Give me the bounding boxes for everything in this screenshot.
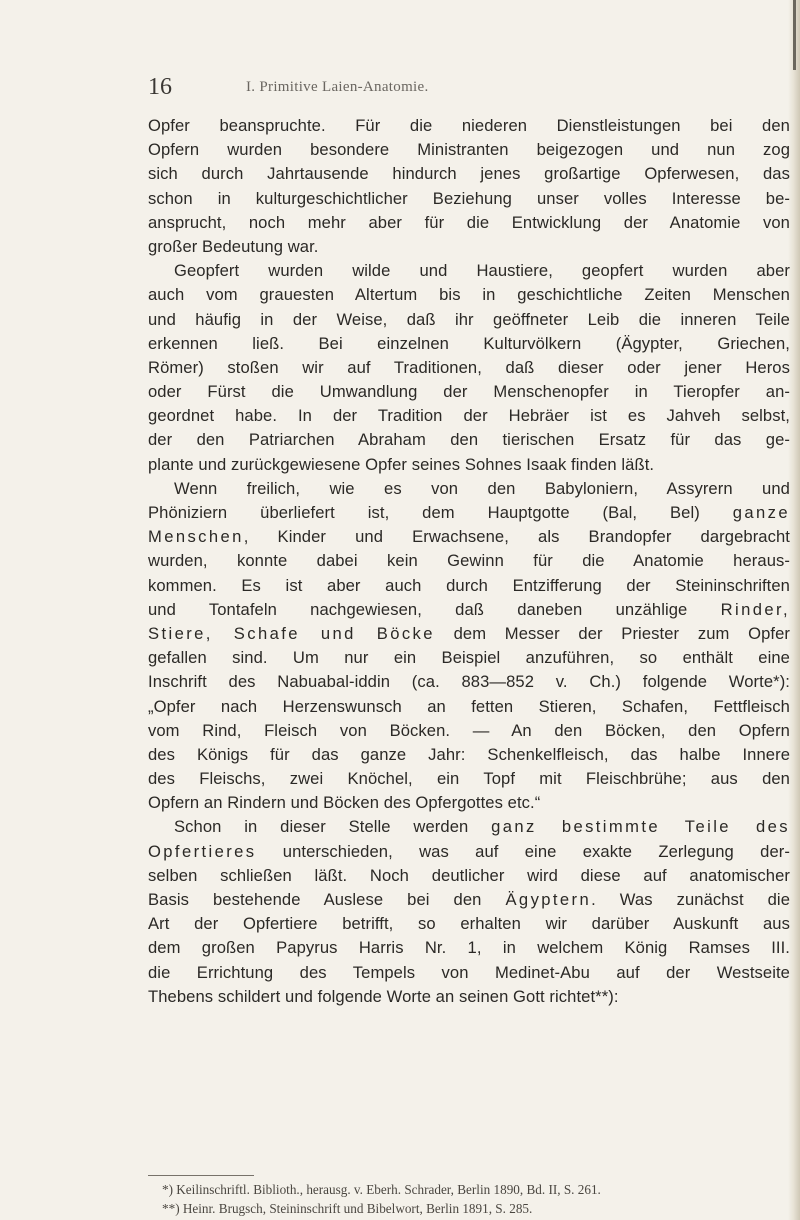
footnote-rule xyxy=(148,1175,254,1176)
text-line: und häufig in der Weise, daß ihr geöffneter Leib die inneren Teile xyxy=(148,309,790,329)
text-line: der den Patriarchen Abraham den tierischen Ersatz für das ge- xyxy=(148,430,790,450)
text-segment: Schon in dieser Stelle werden xyxy=(174,817,469,837)
text-line xyxy=(148,501,790,525)
text-line: des Fleischs, zwei Knöchel, ein Topf mit Fleischbrühe; aus den xyxy=(148,769,790,789)
text-line: Opfer beanspruchte. Für die niederen Dienstleistungen bei den xyxy=(148,116,790,135)
text-line: kommen. Es ist aber auch durch Entzifferung der Steininschriften xyxy=(148,575,790,595)
text-segment: und Tontafeln nachgewiesen, daß daneben unzählige xyxy=(148,599,688,619)
text-line: geordnet habe. In der Tradition der Hebräer ist es Jahveh selbst, xyxy=(148,406,790,426)
text-line: sich durch Jahrtausende hindurch jenes großartige Opferwesen, das xyxy=(148,164,790,184)
spaced-emphasis: Opfertieres xyxy=(148,841,257,861)
spaced-emphasis: Ägyptern xyxy=(505,890,592,909)
text-line: Opfern wurden besondere Ministranten beigezogen und nun zog xyxy=(148,140,790,160)
text-line xyxy=(148,815,790,839)
text-segment: . Was zunächst die xyxy=(591,890,791,909)
text-line xyxy=(148,888,790,912)
text-line xyxy=(148,840,790,864)
page-header xyxy=(148,74,760,104)
footnote: **) Heinr. Brugsch, Steininschrift und Bibelwort, Berlin 1891, S. 285. xyxy=(162,1201,533,1216)
text-line xyxy=(148,622,790,646)
text-line: großer Bedeutung war. xyxy=(148,236,319,256)
text-line: ansprucht, noch mehr aber für die Entwicklung der Anatomie von xyxy=(148,212,790,232)
running-head: I. Primitive Laien-Anatomie. xyxy=(246,79,429,95)
spaced-emphasis: Rinder, xyxy=(720,599,790,619)
text-line: Geopfert wurden wilde und Haustiere, geopfert wurden aber xyxy=(174,261,790,281)
text-segment: , Kinder und Erwachsene, als Brandopfer dargebracht xyxy=(243,527,790,547)
text-line: Römer) stoßen wir auf Traditionen, daß dieser oder jener Heros xyxy=(148,357,790,377)
page-number: 16 xyxy=(148,74,172,100)
text-segment: Phöniziern überliefert ist, dem Hauptgotte (Bal, Bel) xyxy=(148,503,700,522)
spaced-emphasis: Stiere, Schafe und Böcke xyxy=(148,623,435,643)
text-line: Inschrift des Nabuabal-iddin (ca. 883—852 v. Ch.) folgende Worte*): xyxy=(148,672,790,692)
text-line: „Opfer nach Herzenswunsch an fetten Stieren, Schafen, Fettfleisch xyxy=(148,696,790,716)
text-line xyxy=(148,598,790,622)
text-line: Thebens schildert und folgende Worte an seinen Gott richtet**): xyxy=(148,986,619,1006)
text-line: erkennen ließ. Bei einzelnen Kulturvölkern (Ägypter, Griechen, xyxy=(148,333,790,353)
text-segment: dem Messer der Priester zum Opfer xyxy=(453,623,791,643)
text-line: auch vom grauesten Altertum bis in geschichtliche Zeiten Menschen xyxy=(148,285,790,305)
text-line: Art der Opfertiere betrifft, so erhalten wir darüber Auskunft aus xyxy=(148,914,790,934)
text-line: dem großen Papyrus Harris Nr. 1, in welchem König Ramses III. xyxy=(148,938,790,958)
footnotes xyxy=(148,1180,788,1218)
body-text xyxy=(148,114,790,1009)
text-line: schon in kulturgeschichtlicher Beziehung unser volles Interesse be- xyxy=(148,188,790,208)
text-line: wurden, konnte dabei kein Gewinn für die Anatomie heraus- xyxy=(148,551,790,571)
text-line: oder Fürst die Umwandlung der Menschenopfer in Tieropfer an- xyxy=(148,382,790,402)
spaced-emphasis: Menschen xyxy=(148,527,244,547)
text-line: selben schließen läßt. Noch deutlicher wird diese auf anatomischer xyxy=(148,865,790,885)
page-edge-mark xyxy=(793,0,796,70)
text-line: Wenn freilich, wie es von den Babyloniern, Assyrern und xyxy=(174,478,790,498)
text-line: plante und zurückgewiesene Opfer seines Sohnes Isaak finden läßt. xyxy=(148,454,655,474)
text-line: Opfern an Rindern und Böcken des Opfergottes etc.“ xyxy=(148,793,541,813)
text-line: vom Rind, Fleisch von Böcken. — An den Böcken, den Opfern xyxy=(148,720,790,740)
spaced-emphasis: ganze xyxy=(732,503,790,522)
footnote: *) Keilinschriftl. Biblioth., herausg. v. Eberh. Schrader, Berlin 1890, Bd. II, S. 261. xyxy=(162,1182,601,1197)
text-line: des Königs für das ganze Jahr: Schenkelfleisch, das halbe Innere xyxy=(148,744,790,764)
text-segment: unterschieden, was auf eine exakte Zerlegung der- xyxy=(282,841,790,861)
text-segment: Basis bestehende Auslese bei den xyxy=(148,890,482,909)
text-line: die Errichtung des Tempels von Medinet-Abu auf der Westseite xyxy=(148,962,790,982)
spaced-emphasis: ganz bestimmte Teile des xyxy=(491,817,790,837)
text-line xyxy=(148,525,790,549)
text-line: gefallen sind. Um nur ein Beispiel anzuführen, so enthält eine xyxy=(148,648,790,668)
